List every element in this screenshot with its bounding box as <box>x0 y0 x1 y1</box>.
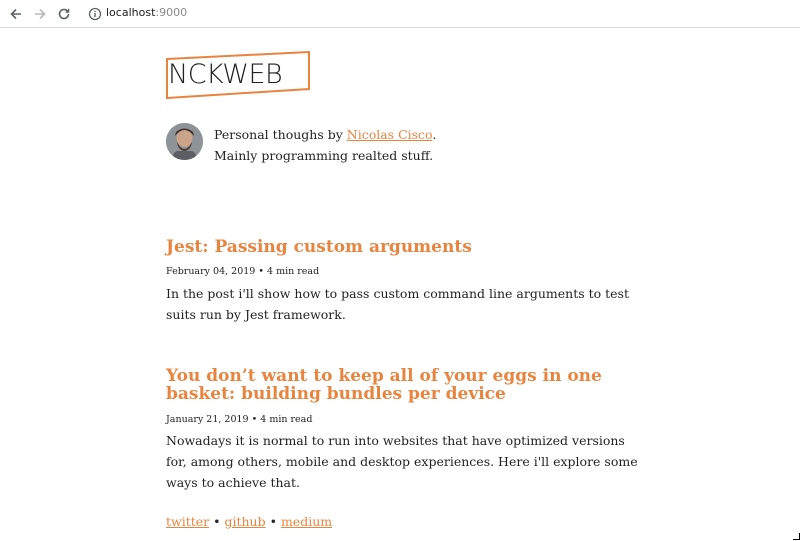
link-separator: • <box>265 514 281 529</box>
bio-line-1 <box>214 124 436 145</box>
post-excerpt: Nowadays it is normal to run into websites that have optimized versions for, among others, mobile and desktop experiences. Here i'll explore some ways to achieve that. <box>166 433 638 490</box>
post-read-time: 4 min read <box>267 266 320 277</box>
post-date: February 04, 2019 <box>166 266 256 277</box>
back-icon[interactable] <box>7 5 25 23</box>
post-excerpt: In the post i'll show how to pass custom command line arguments to test suits run by Jest framework. <box>166 286 629 322</box>
post-title[interactable] <box>166 238 656 256</box>
bio-line-2: Mainly programming realted stuff. <box>214 148 434 163</box>
bio-prefix: Personal thoughs by <box>214 127 347 142</box>
post-meta: February 04, 2019 • 4 min read <box>166 266 320 277</box>
site-logo[interactable] <box>166 51 310 99</box>
url-port: :9000 <box>155 6 188 19</box>
social-links <box>166 514 332 529</box>
post-title[interactable] <box>166 367 656 403</box>
post-date: January 21, 2019 <box>166 414 249 425</box>
post-title-link[interactable]: Jest: Passing custom arguments <box>166 237 472 257</box>
medium-link[interactable]: medium <box>280 514 333 529</box>
author-bio <box>214 124 436 166</box>
avatar <box>166 123 203 160</box>
browser-toolbar <box>0 0 800 28</box>
author-link[interactable]: Nicolas Cisco <box>346 127 433 142</box>
reload-icon[interactable] <box>55 5 73 23</box>
info-icon[interactable] <box>88 6 102 20</box>
twitter-link[interactable]: twitter <box>166 514 210 529</box>
bio-suffix: . <box>432 127 437 142</box>
forward-icon[interactable] <box>31 5 49 23</box>
post-title-link[interactable]: You don’t want to keep all of your eggs in one basket: building bundles per device <box>166 366 602 404</box>
post-read-time: 4 min read <box>260 414 313 425</box>
logo-text: NCKWEB <box>168 59 283 90</box>
link-separator: • <box>209 514 225 529</box>
post-meta: January 21, 2019 • 4 min read <box>166 414 313 425</box>
url-host: localhost <box>106 6 156 19</box>
address-bar[interactable] <box>106 6 187 19</box>
github-link[interactable]: github <box>224 514 266 529</box>
resize-corner-icon[interactable] <box>793 533 800 540</box>
